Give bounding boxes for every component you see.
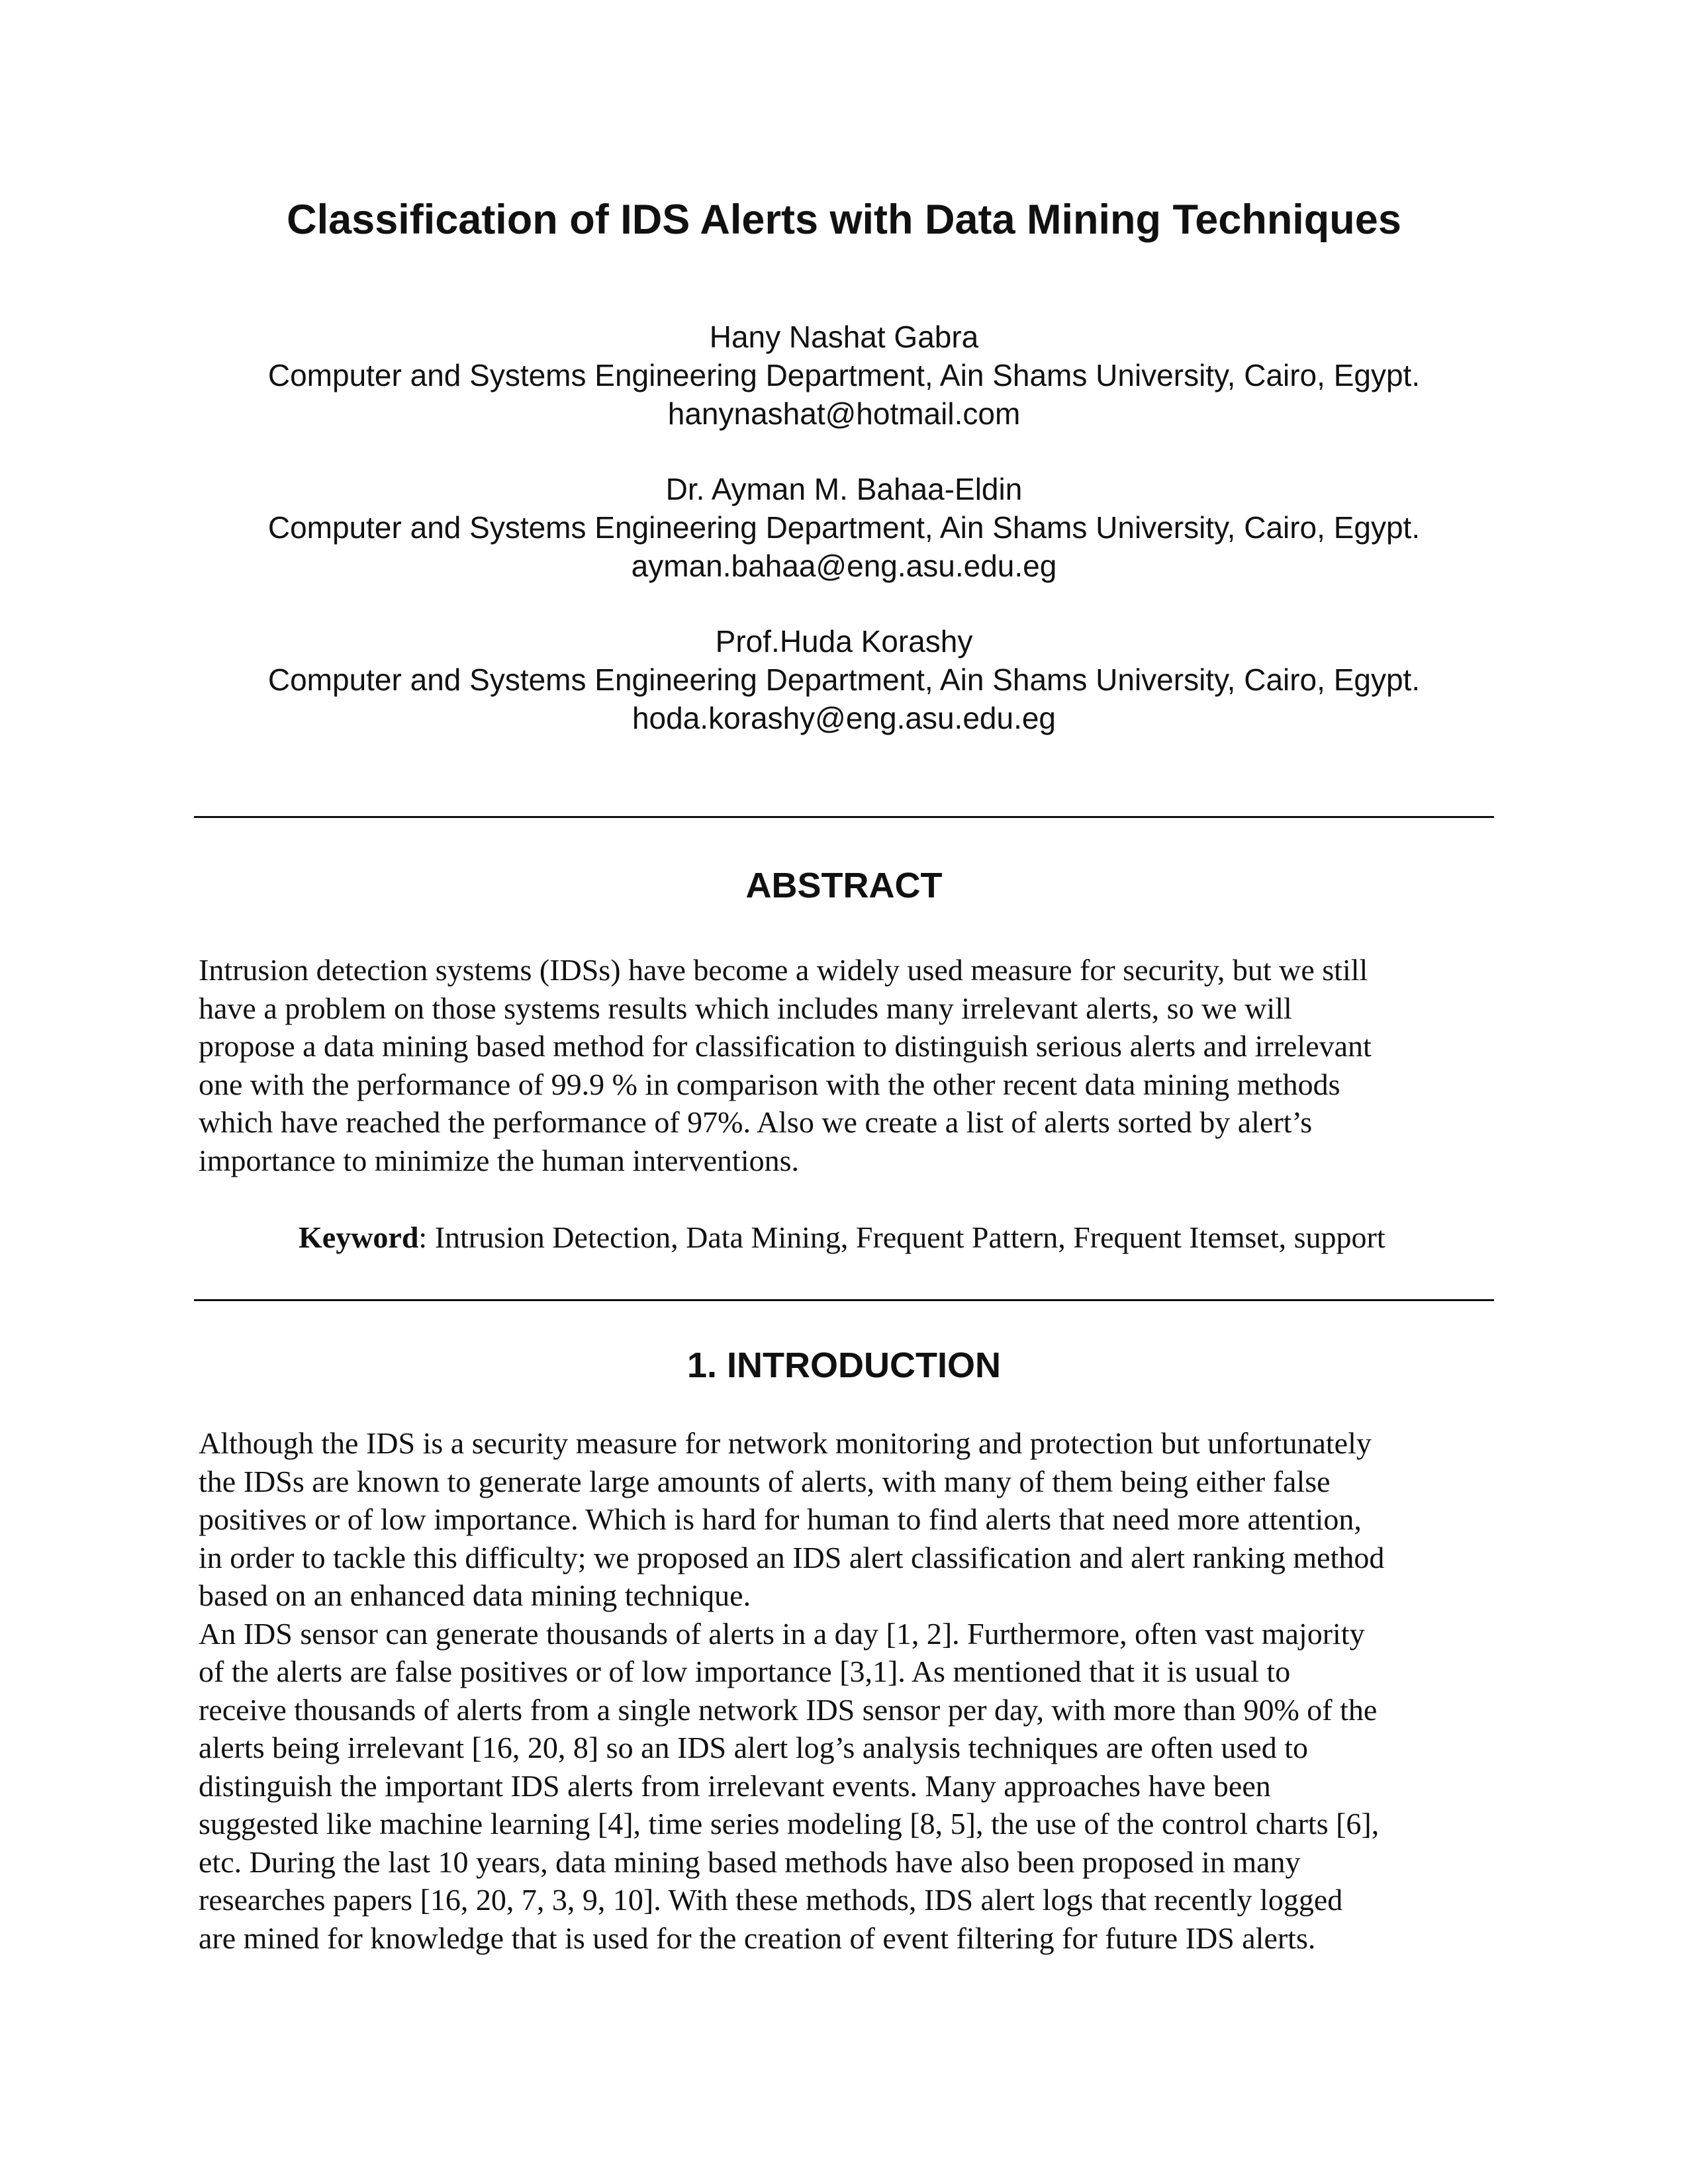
- abstract-heading: ABSTRACT: [745, 866, 943, 905]
- paper-title: Classification of IDS Alerts with Data Mining Techniques: [287, 197, 1401, 243]
- author-block: [0, 470, 1688, 585]
- text-line: An IDS sensor can generate thousands of alerts in a day [1, 2]. Furthermore, often vast majority: [199, 1616, 1365, 1651]
- section-divider: [194, 1299, 1494, 1301]
- author-affiliation: Computer and Systems Engineering Department, Ain Shams University, Cairo, Egypt.: [267, 358, 1421, 392]
- text-line: positives or of low importance. Which is hard for human to find alerts that need more attention,: [199, 1502, 1362, 1536]
- author-affiliation: Computer and Systems Engineering Department, Ain Shams University, Cairo, Egypt.: [267, 510, 1421, 545]
- author-email: ayman.bahaa@eng.asu.edu.eg: [631, 549, 1057, 583]
- author-email: hoda.korashy@eng.asu.edu.eg: [632, 701, 1056, 735]
- text-line: are mined for knowledge that is used for the creation of event filtering for future IDS alerts.: [199, 1921, 1316, 1955]
- abstract-body: [199, 951, 1496, 1179]
- text-line: of the alerts are false positives or of low importance [3,1]. As mentioned that it is usual to: [199, 1655, 1291, 1688]
- text-line: the IDSs are known to generate large amounts of alerts, with many of them being either false: [199, 1464, 1331, 1498]
- text-line: have a problem on those systems results which includes many irrelevant alerts, so we will: [199, 991, 1292, 1025]
- introduction-body: [199, 1424, 1496, 1957]
- text-line: which have reached the performance of 97%. Also we create a list of alerts sorted by alert’s: [199, 1105, 1313, 1139]
- author-name: Prof.Huda Korashy: [715, 624, 973, 659]
- keyword-list: : Intrusion Detection, Data Mining, Frequent Pattern, Frequent Itemset, support: [418, 1220, 1385, 1254]
- text-line: in order to tackle this difficulty; we proposed an IDS alert classification and alert ranking method: [199, 1540, 1385, 1574]
- author-name: Hany Nashat Gabra: [709, 320, 979, 354]
- text-line: based on an enhanced data mining technique.: [199, 1578, 751, 1612]
- introduction-heading: 1. INTRODUCTION: [686, 1345, 1001, 1385]
- author-block: [0, 622, 1688, 737]
- text-line: Intrusion detection systems (IDSs) have become a widely used measure for security, but we still: [199, 953, 1368, 987]
- text-line: receive thousands of alerts from a single network IDS sensor per day, with more than 90% of the: [199, 1692, 1378, 1727]
- author-affiliation: Computer and Systems Engineering Department, Ain Shams University, Cairo, Egypt.: [267, 662, 1421, 697]
- text-line: researches papers [16, 20, 7, 3, 9, 10]. With these methods, IDS alert logs that recently logged: [199, 1883, 1343, 1917]
- text-line: alerts being irrelevant [16, 20, 8] so an IDS alert log’s analysis techniques are often used to: [199, 1731, 1308, 1764]
- text-line: Although the IDS is a security measure for network monitoring and protection but unfortunately: [199, 1426, 1372, 1460]
- keyword-label: Keyword: [299, 1220, 419, 1254]
- text-line: etc. During the last 10 years, data mining based methods have also been proposed in many: [199, 1844, 1301, 1879]
- text-line: suggested like machine learning [4], time series modeling [8, 5], the use of the control charts [6],: [199, 1807, 1380, 1841]
- text-line: propose a data mining based method for classification to distinguish serious alerts and irrelevant: [199, 1029, 1372, 1063]
- keywords-line: [299, 1218, 1385, 1257]
- text-line: one with the performance of 99.9 % in comparison with the other recent data mining methods: [199, 1067, 1340, 1101]
- text-line: importance to minimize the human interventions.: [199, 1143, 799, 1177]
- author-email: hanynashat@hotmail.com: [667, 396, 1021, 431]
- text-line: distinguish the important IDS alerts from irrelevant events. Many approaches have been: [199, 1768, 1271, 1803]
- section-divider: [194, 816, 1494, 818]
- author-block: [0, 318, 1688, 433]
- author-name: Dr. Ayman M. Bahaa-Eldin: [665, 472, 1023, 506]
